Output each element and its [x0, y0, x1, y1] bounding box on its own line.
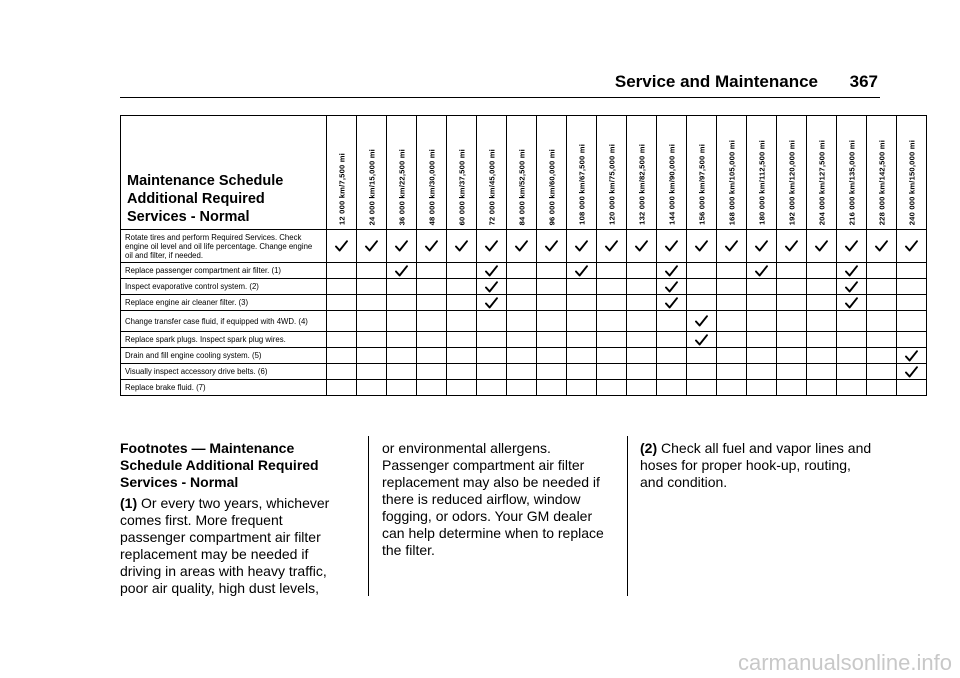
interval-header: [687, 116, 717, 230]
interval-header: [747, 116, 777, 230]
schedule-cell: [837, 263, 867, 279]
checkmark-icon: [485, 281, 498, 293]
schedule-cell: [837, 364, 867, 380]
checkmark-icon: [395, 240, 408, 252]
schedule-cell: [387, 380, 417, 396]
schedule-cell: [387, 263, 417, 279]
schedule-cell: [747, 364, 777, 380]
schedule-cell: [687, 295, 717, 311]
table-title-line-2: Additional Required: [127, 191, 265, 207]
checkmark-icon: [905, 240, 918, 252]
footnote-1-text-a: Or every two years, whichever comes first. More frequent passenger compartment air filter replacement may be needed if driving in areas with heavy traffic, poor air quality, high dust levels,: [120, 495, 330, 596]
schedule-cell: [597, 311, 627, 332]
column-divider: [627, 436, 628, 596]
schedule-cell: [447, 311, 477, 332]
interval-label: 192 000 km/120,000 mi: [787, 139, 796, 225]
schedule-cell: [327, 295, 357, 311]
schedule-cell: [387, 295, 417, 311]
table-row: [121, 279, 927, 295]
schedule-cell: [627, 380, 657, 396]
interval-label: 156 000 km/97,500 mi: [697, 144, 706, 225]
schedule-cell: [867, 364, 897, 380]
footnote-1: [120, 495, 350, 597]
schedule-cell: [747, 311, 777, 332]
interval-label: 228 000 km/142,500 mi: [877, 139, 886, 225]
checkmark-icon: [665, 297, 678, 309]
interval-label: 204 000 km/127,500 mi: [817, 139, 826, 225]
schedule-cell: [837, 279, 867, 295]
schedule-cell: [507, 348, 537, 364]
interval-header: [897, 116, 927, 230]
checkmark-icon: [395, 265, 408, 277]
table-row: [121, 230, 927, 263]
schedule-cell: [507, 279, 537, 295]
schedule-cell: [597, 279, 627, 295]
checkmark-icon: [455, 240, 468, 252]
schedule-cell: [777, 295, 807, 311]
schedule-cell: [747, 263, 777, 279]
schedule-cell: [567, 348, 597, 364]
schedule-cell: [897, 380, 927, 396]
schedule-cell: [717, 295, 747, 311]
checkmark-icon: [815, 240, 828, 252]
schedule-cell: [567, 311, 597, 332]
schedule-cell: [897, 230, 927, 263]
schedule-cell: [837, 311, 867, 332]
checkmark-icon: [335, 240, 348, 252]
schedule-cell: [897, 263, 927, 279]
schedule-cell: [327, 332, 357, 348]
schedule-cell: [477, 279, 507, 295]
schedule-cell: [357, 364, 387, 380]
schedule-cell: [657, 380, 687, 396]
schedule-cell: [477, 311, 507, 332]
schedule-cell: [747, 348, 777, 364]
schedule-cell: [477, 364, 507, 380]
schedule-cell: [687, 332, 717, 348]
schedule-cell: [357, 311, 387, 332]
schedule-cell: [537, 380, 567, 396]
schedule-cell: [507, 230, 537, 263]
checkmark-icon: [695, 315, 708, 327]
schedule-cell: [627, 230, 657, 263]
interval-header: [597, 116, 627, 230]
interval-label: 48 000 km/30,000 mi: [427, 148, 436, 225]
maintenance-schedule-table: [120, 115, 927, 396]
schedule-cell: [327, 380, 357, 396]
schedule-cell: [627, 332, 657, 348]
service-description: Rotate tires and perform Required Services. Check engine oil level and oil life percentage. Change engine oil and filter, if needed.: [121, 230, 327, 263]
schedule-cell: [807, 348, 837, 364]
service-description: Replace brake fluid. (7): [121, 380, 327, 396]
service-description: Replace passenger compartment air filter. (1): [121, 263, 327, 279]
schedule-cell: [807, 311, 837, 332]
schedule-cell: [657, 311, 687, 332]
schedule-cell: [627, 263, 657, 279]
schedule-cell: [747, 380, 777, 396]
schedule-cell: [387, 348, 417, 364]
interval-header: [357, 116, 387, 230]
schedule-cell: [567, 230, 597, 263]
schedule-cell: [687, 380, 717, 396]
checkmark-icon: [845, 281, 858, 293]
page-header: [612, 72, 878, 92]
schedule-cell: [447, 364, 477, 380]
schedule-cell: [627, 348, 657, 364]
checkmark-icon: [635, 240, 648, 252]
schedule-cell: [597, 332, 627, 348]
interval-label: 120 000 km/75,000 mi: [607, 144, 616, 225]
checkmark-icon: [665, 265, 678, 277]
section-title: Service and Maintenance: [614, 72, 818, 91]
schedule-cell: [807, 332, 837, 348]
schedule-cell: [417, 380, 447, 396]
schedule-cell: [447, 380, 477, 396]
schedule-cell: [477, 230, 507, 263]
schedule-cell: [717, 230, 747, 263]
schedule-cell: [897, 311, 927, 332]
schedule-cell: [897, 279, 927, 295]
schedule-cell: [447, 230, 477, 263]
schedule-cell: [657, 263, 687, 279]
schedule-cell: [357, 279, 387, 295]
table-row: [121, 332, 927, 348]
schedule-cell: [537, 364, 567, 380]
schedule-cell: [687, 279, 717, 295]
schedule-cell: [357, 380, 387, 396]
interval-label: 144 000 km/90,000 mi: [667, 144, 676, 225]
schedule-cell: [417, 364, 447, 380]
checkmark-icon: [725, 240, 738, 252]
schedule-cell: [597, 295, 627, 311]
interval-label: 96 000 km/60,000 mi: [547, 148, 556, 225]
checkmark-icon: [845, 297, 858, 309]
schedule-cell: [807, 380, 837, 396]
interval-header: [717, 116, 747, 230]
checkmark-icon: [485, 265, 498, 277]
schedule-cell: [447, 295, 477, 311]
schedule-cell: [447, 332, 477, 348]
schedule-cell: [477, 263, 507, 279]
schedule-cell: [327, 279, 357, 295]
schedule-cell: [537, 348, 567, 364]
schedule-cell: [897, 295, 927, 311]
schedule-cell: [387, 279, 417, 295]
table-row: [121, 263, 927, 279]
checkmark-icon: [755, 240, 768, 252]
schedule-cell: [657, 230, 687, 263]
interval-label: 180 000 km/112,500 mi: [757, 140, 766, 225]
schedule-cell: [657, 348, 687, 364]
schedule-cell: [537, 295, 567, 311]
schedule-cell: [687, 348, 717, 364]
schedule-cell: [777, 332, 807, 348]
schedule-cell: [357, 332, 387, 348]
interval-label: 60 000 km/37,500 mi: [457, 148, 466, 225]
table-title: [121, 116, 327, 230]
schedule-cell: [777, 380, 807, 396]
table-title-line-1: Maintenance Schedule: [127, 173, 284, 189]
checkmark-icon: [695, 334, 708, 346]
schedule-cell: [807, 279, 837, 295]
schedule-cell: [597, 364, 627, 380]
schedule-cell: [327, 263, 357, 279]
interval-header: [477, 116, 507, 230]
schedule-cell: [687, 263, 717, 279]
schedule-cell: [777, 348, 807, 364]
schedule-cell: [507, 311, 537, 332]
schedule-cell: [837, 380, 867, 396]
checkmark-icon: [755, 265, 768, 277]
schedule-cell: [807, 230, 837, 263]
table-row: [121, 311, 927, 332]
schedule-cell: [687, 311, 717, 332]
schedule-cell: [657, 279, 687, 295]
checkmark-icon: [845, 265, 858, 277]
page-number: 367: [849, 72, 878, 91]
schedule-cell: [597, 263, 627, 279]
schedule-cell: [417, 332, 447, 348]
schedule-cell: [777, 230, 807, 263]
checkmark-icon: [485, 240, 498, 252]
schedule-cell: [897, 332, 927, 348]
interval-header: [417, 116, 447, 230]
schedule-cell: [687, 230, 717, 263]
schedule-cell: [777, 263, 807, 279]
service-description: Visually inspect accessory drive belts. (6): [121, 364, 327, 380]
checkmark-icon: [785, 240, 798, 252]
schedule-cell: [327, 364, 357, 380]
schedule-cell: [387, 364, 417, 380]
schedule-cell: [717, 332, 747, 348]
checkmark-icon: [545, 240, 558, 252]
schedule-cell: [507, 380, 537, 396]
schedule-cell: [627, 364, 657, 380]
schedule-cell: [537, 263, 567, 279]
checkmark-icon: [875, 240, 888, 252]
interval-label: 240 000 km/150,000 mi: [907, 139, 916, 225]
schedule-cell: [477, 380, 507, 396]
schedule-cell: [567, 279, 597, 295]
interval-label: 84 000 km/52,500 mi: [517, 148, 526, 225]
table-row: [121, 348, 927, 364]
footnote-2-text: Check all fuel and vapor lines and hoses for proper hook-up, routing, and condition.: [640, 440, 872, 490]
schedule-cell: [867, 263, 897, 279]
schedule-cell: [507, 263, 537, 279]
checkmark-icon: [665, 281, 678, 293]
checkmark-icon: [365, 240, 378, 252]
schedule-cell: [717, 311, 747, 332]
interval-header: [447, 116, 477, 230]
schedule-cell: [747, 332, 777, 348]
schedule-cell: [537, 332, 567, 348]
schedule-cell: [477, 295, 507, 311]
checkmark-icon: [485, 297, 498, 309]
schedule-cell: [897, 364, 927, 380]
interval-header: [507, 116, 537, 230]
schedule-cell: [657, 364, 687, 380]
checkmark-icon: [605, 240, 618, 252]
schedule-cell: [417, 295, 447, 311]
schedule-cell: [417, 311, 447, 332]
schedule-cell: [657, 332, 687, 348]
checkmark-icon: [905, 350, 918, 362]
schedule-cell: [867, 348, 897, 364]
footnotes-column-1: [120, 440, 350, 597]
schedule-cell: [597, 230, 627, 263]
schedule-cell: [507, 364, 537, 380]
service-description: Inspect evaporative control system. (2): [121, 279, 327, 295]
schedule-cell: [717, 348, 747, 364]
header-rule: [120, 97, 880, 98]
interval-header: [627, 116, 657, 230]
footnotes-column-2: [382, 440, 614, 559]
checkmark-icon: [905, 366, 918, 378]
schedule-cell: [357, 348, 387, 364]
schedule-cell: [627, 311, 657, 332]
schedule-cell: [897, 348, 927, 364]
schedule-cell: [627, 295, 657, 311]
interval-header: [387, 116, 417, 230]
interval-header: [837, 116, 867, 230]
schedule-cell: [447, 348, 477, 364]
schedule-cell: [837, 332, 867, 348]
schedule-cell: [867, 380, 897, 396]
schedule-cell: [567, 295, 597, 311]
service-description: Change transfer case fluid, if equipped with 4WD. (4): [121, 311, 327, 332]
schedule-cell: [747, 295, 777, 311]
schedule-cell: [507, 332, 537, 348]
schedule-cell: [417, 230, 447, 263]
schedule-cell: [657, 295, 687, 311]
table-row: [121, 364, 927, 380]
service-description: Replace spark plugs. Inspect spark plug wires.: [121, 332, 327, 348]
interval-header: [807, 116, 837, 230]
schedule-cell: [597, 380, 627, 396]
schedule-cell: [837, 348, 867, 364]
schedule-cell: [387, 311, 417, 332]
checkmark-icon: [845, 240, 858, 252]
interval-label: 108 000 km/67,500 mi: [577, 144, 586, 225]
schedule-cell: [687, 364, 717, 380]
footnote-1-marker: (1): [120, 495, 138, 511]
schedule-cell: [507, 295, 537, 311]
schedule-cell: [867, 295, 897, 311]
schedule-cell: [327, 230, 357, 263]
schedule-cell: [387, 230, 417, 263]
schedule-cell: [417, 263, 447, 279]
checkmark-icon: [515, 240, 528, 252]
schedule-cell: [447, 263, 477, 279]
footnote-1-continued: or environmental allergens. Passenger compartment air filter replacement may also be needed if there is reduced airflow, window fogging, or odors. Your GM dealer can help determine when to replace the filter.: [382, 440, 604, 558]
schedule-cell: [837, 295, 867, 311]
schedule-cell: [417, 279, 447, 295]
service-description: Replace engine air cleaner filter. (3): [121, 295, 327, 311]
interval-header: [777, 116, 807, 230]
column-divider: [368, 436, 369, 596]
schedule-cell: [867, 311, 897, 332]
interval-label: 12 000 km/7,500 mi: [337, 153, 346, 225]
schedule-cell: [807, 364, 837, 380]
interval-label: 36 000 km/22,500 mi: [397, 148, 406, 225]
schedule-cell: [747, 230, 777, 263]
service-description: Drain and fill engine cooling system. (5): [121, 348, 327, 364]
schedule-cell: [567, 364, 597, 380]
interval-header: [567, 116, 597, 230]
schedule-cell: [627, 279, 657, 295]
schedule-cell: [747, 279, 777, 295]
table-title-line-3: Services - Normal: [127, 209, 250, 225]
schedule-cell: [387, 332, 417, 348]
schedule-cell: [867, 279, 897, 295]
schedule-cell: [357, 295, 387, 311]
schedule-cell: [327, 348, 357, 364]
interval-header: [867, 116, 897, 230]
table-row: [121, 380, 927, 396]
schedule-cell: [417, 348, 447, 364]
schedule-cell: [357, 263, 387, 279]
watermark-text: carmanualsonline.info: [737, 650, 952, 675]
schedule-cell: [837, 230, 867, 263]
schedule-cell: [477, 332, 507, 348]
schedule-cell: [537, 279, 567, 295]
schedule-cell: [777, 311, 807, 332]
checkmark-icon: [425, 240, 438, 252]
schedule-cell: [717, 380, 747, 396]
schedule-cell: [477, 348, 507, 364]
schedule-cell: [597, 348, 627, 364]
schedule-cell: [717, 279, 747, 295]
interval-label: 216 000 km/135,000 mi: [847, 139, 856, 225]
footnotes-heading: Footnotes — Maintenance Schedule Additional Required Services - Normal: [120, 440, 319, 490]
schedule-cell: [807, 263, 837, 279]
footnotes-column-3: [640, 440, 872, 491]
schedule-cell: [537, 230, 567, 263]
checkmark-icon: [575, 240, 588, 252]
schedule-cell: [327, 311, 357, 332]
schedule-cell: [867, 332, 897, 348]
checkmark-icon: [695, 240, 708, 252]
interval-header: [327, 116, 357, 230]
footnote-2-marker: (2): [640, 440, 658, 456]
checkmark-icon: [665, 240, 678, 252]
schedule-cell: [777, 364, 807, 380]
schedule-cell: [567, 263, 597, 279]
interval-label: 168 000 km/105,000 mi: [727, 139, 736, 225]
interval-header: [537, 116, 567, 230]
footnote-2: [640, 440, 872, 491]
schedule-cell: [867, 230, 897, 263]
interval-header: [657, 116, 687, 230]
schedule-cell: [357, 230, 387, 263]
interval-label: 132 000 km/82,500 mi: [637, 144, 646, 225]
interval-label: 24 000 km/15,000 mi: [367, 148, 376, 225]
schedule-cell: [567, 332, 597, 348]
schedule-cell: [447, 279, 477, 295]
schedule-cell: [567, 380, 597, 396]
schedule-cell: [717, 263, 747, 279]
schedule-cell: [807, 295, 837, 311]
schedule-cell: [537, 311, 567, 332]
interval-label: 72 000 km/45,000 mi: [487, 148, 496, 225]
checkmark-icon: [575, 265, 588, 277]
schedule-cell: [777, 279, 807, 295]
schedule-cell: [717, 364, 747, 380]
table-row: [121, 295, 927, 311]
